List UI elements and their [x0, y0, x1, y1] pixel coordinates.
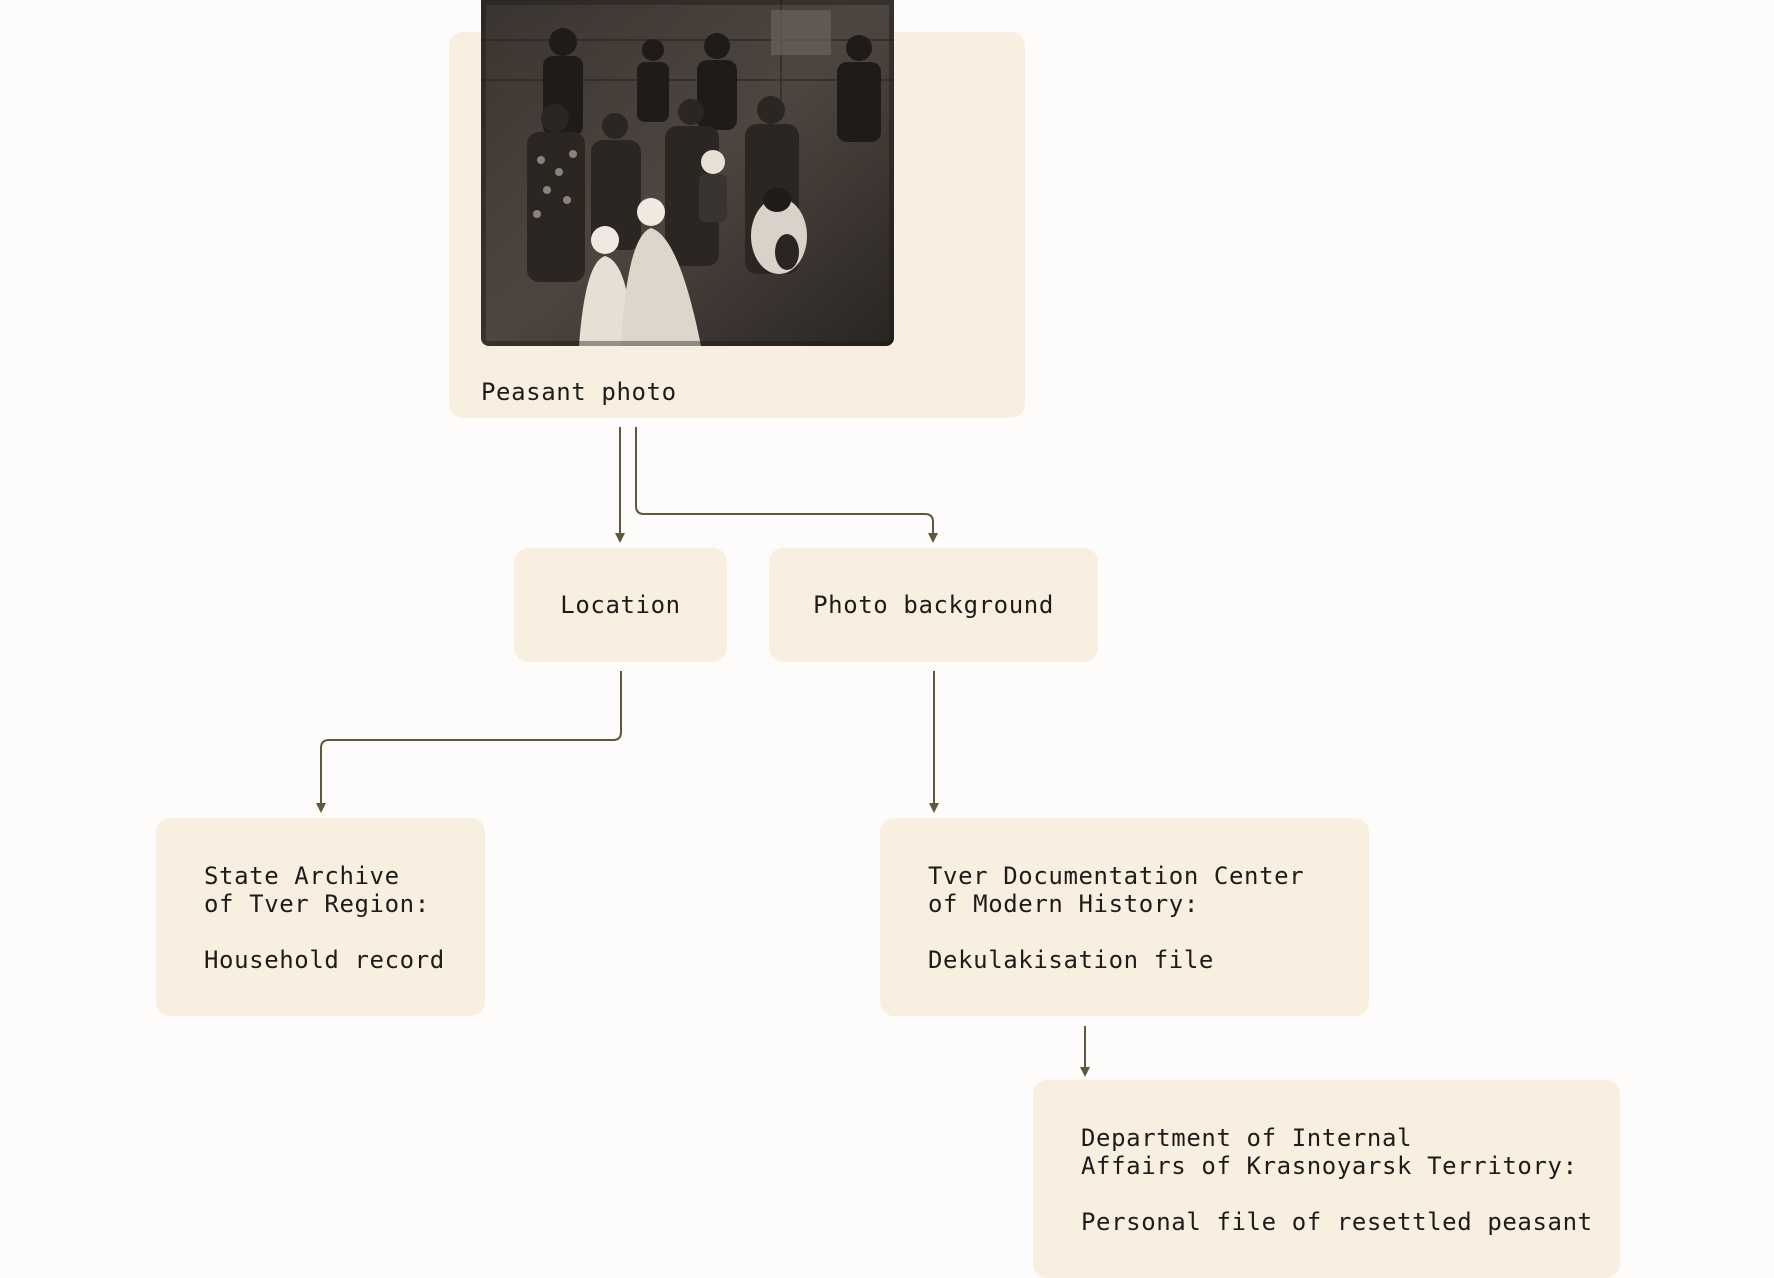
archive-title-line1: State Archive — [204, 862, 400, 890]
center-title-line1: Tver Documentation Center — [928, 862, 1305, 890]
krasnoyarsk-title-line1: Department of Internal — [1081, 1124, 1413, 1152]
center-title-line2: of Modern History: — [928, 890, 1199, 918]
node-krasnoyarsk-internal-affairs — [1033, 1080, 1620, 1278]
node-location — [514, 548, 727, 662]
node-state-archive-tver — [156, 818, 485, 1016]
krasnoyarsk-document: Personal file of resettled peasant — [1081, 1208, 1593, 1236]
photo-background-label: Photo background — [813, 591, 1054, 619]
connector-photo-to-background — [636, 427, 933, 538]
location-label: Location — [560, 591, 681, 619]
krasnoyarsk-title-line2: Affairs of Krasnoyarsk Territory: — [1081, 1152, 1578, 1180]
node-peasant-photo — [449, 32, 1025, 418]
center-document: Dekulakisation file — [928, 946, 1214, 974]
peasant-family-photo — [481, 0, 894, 346]
archive-document: Household record — [204, 946, 445, 974]
peasant-photo-caption: Peasant photo — [481, 378, 677, 406]
connector-location-to-tver-archive — [321, 671, 621, 808]
archive-title-line2: of Tver Region: — [204, 890, 430, 918]
node-tver-documentation-center — [880, 818, 1369, 1016]
node-photo-background — [769, 548, 1098, 662]
